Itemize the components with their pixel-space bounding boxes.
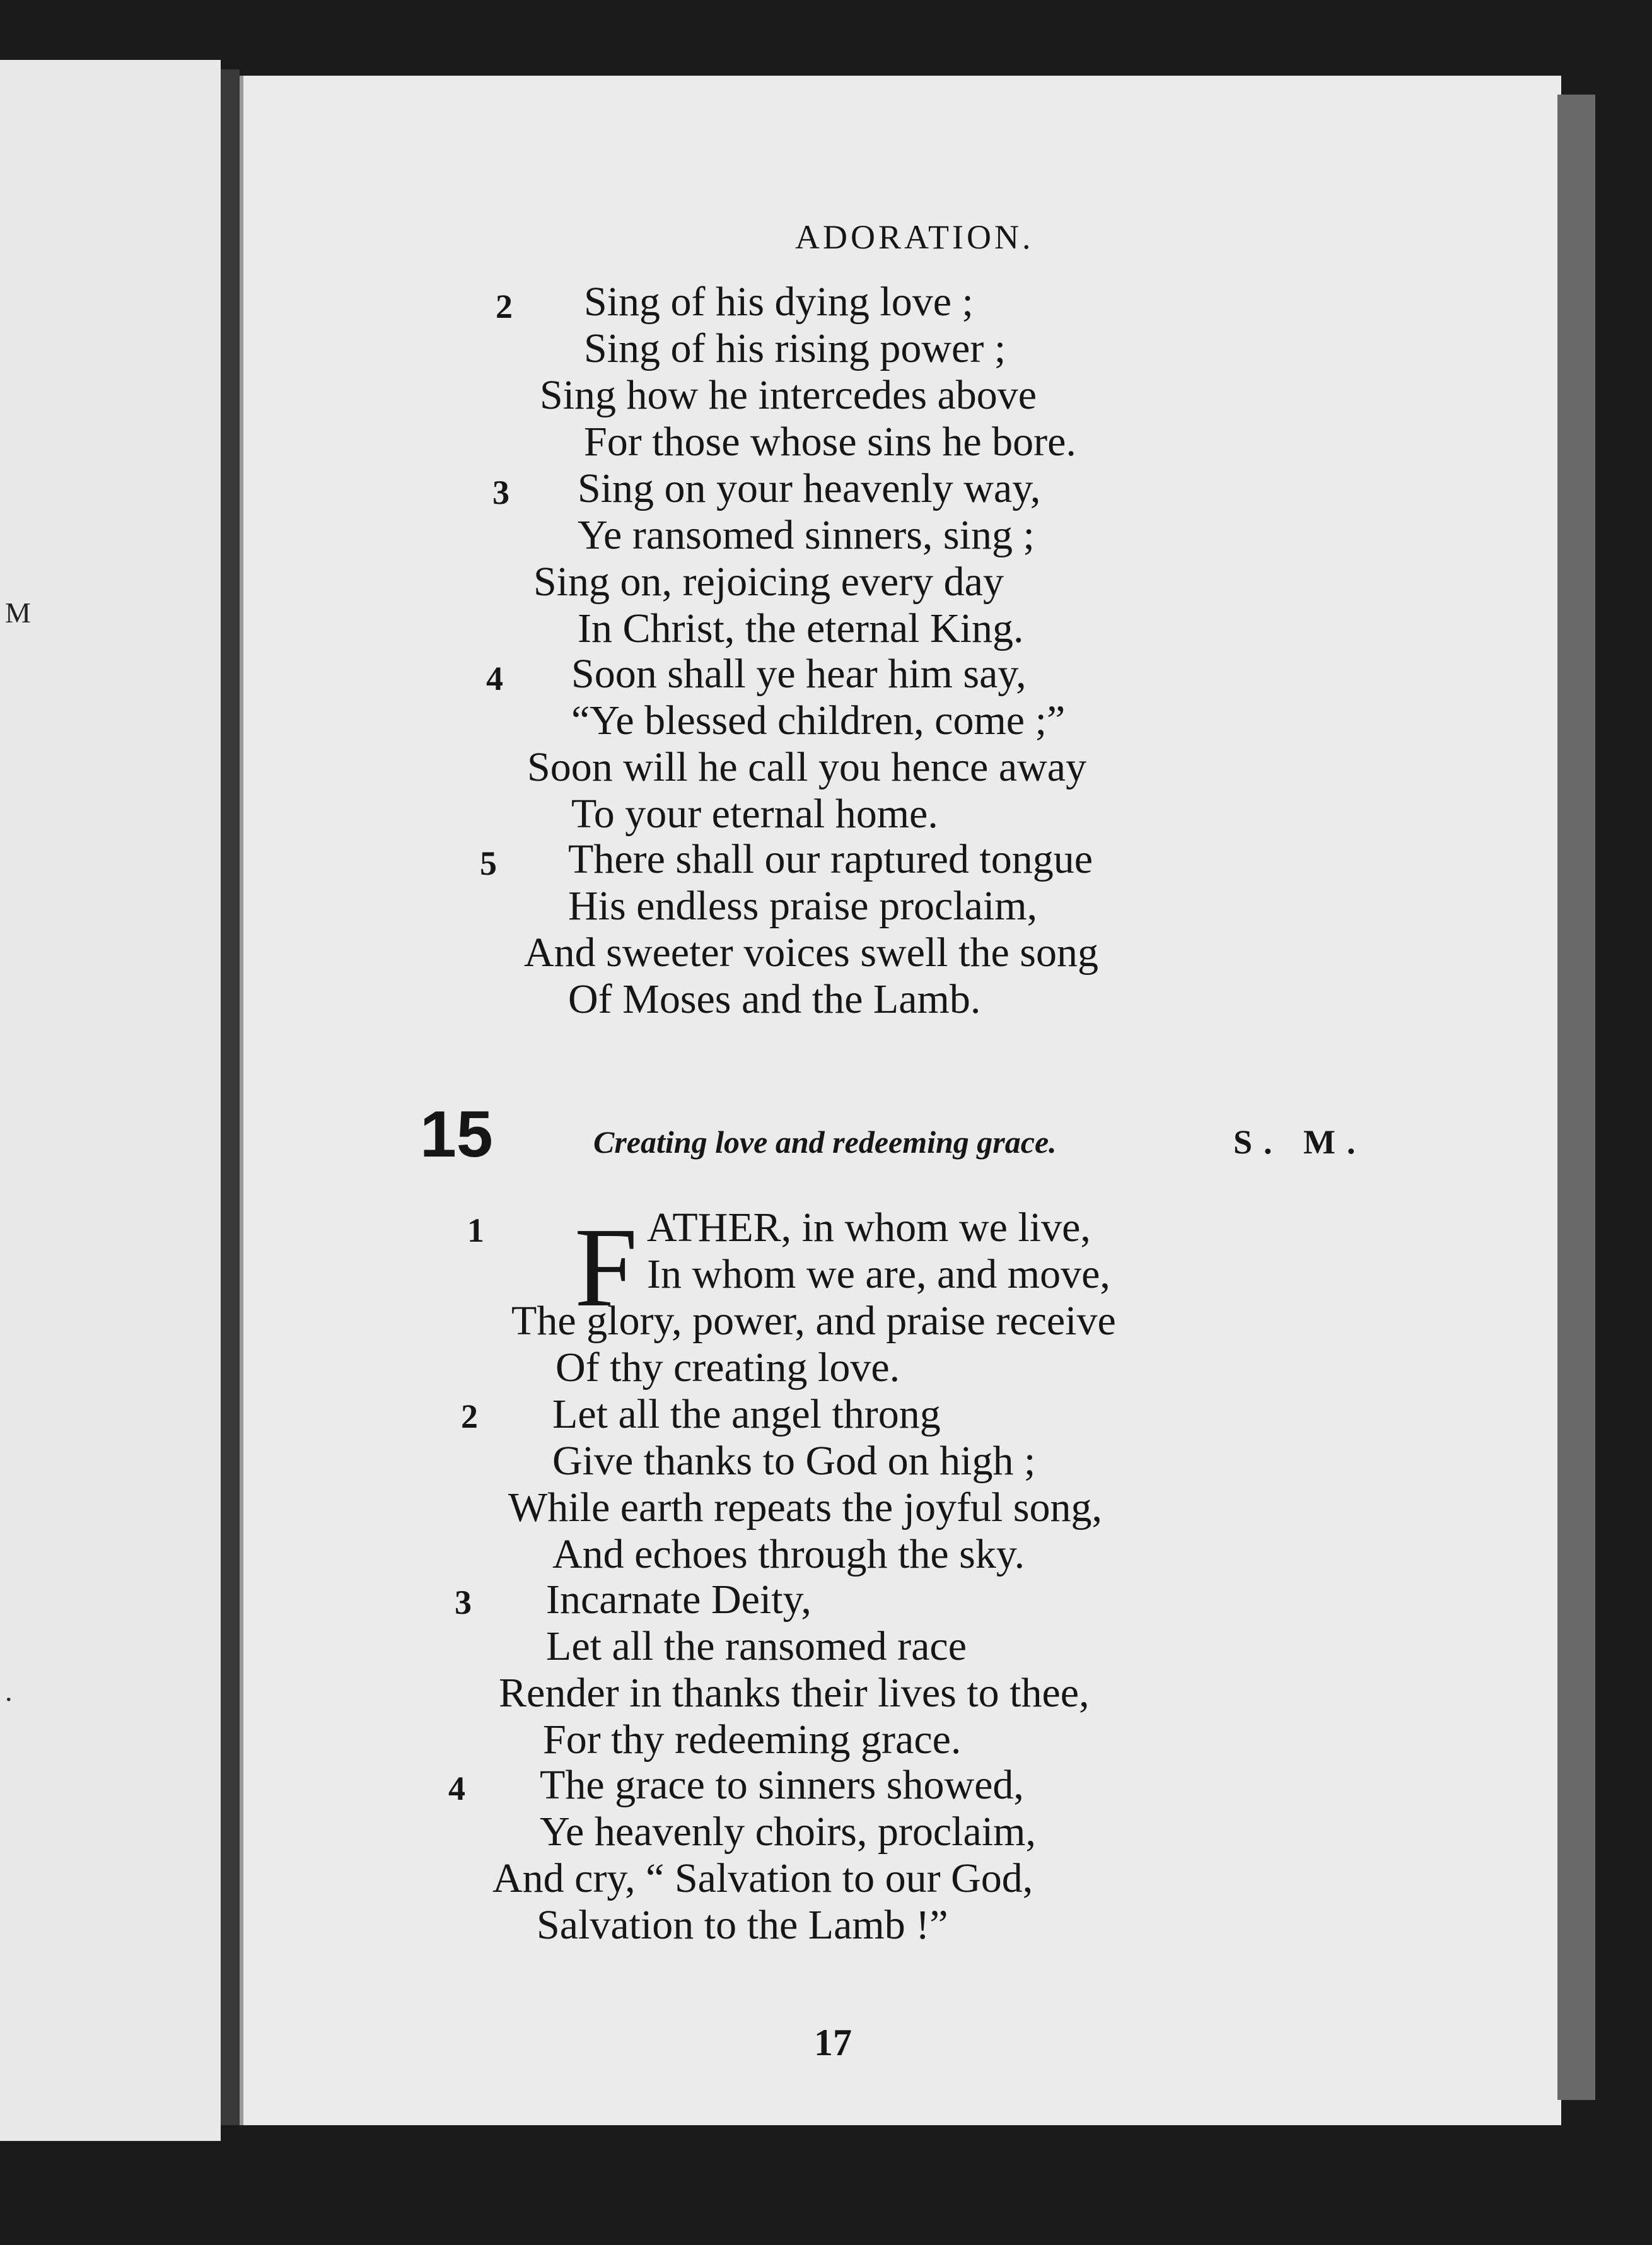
verse-line: “Ye blessed children, come ;” bbox=[571, 697, 1066, 743]
verse-line: Sing on your heavenly way, bbox=[578, 465, 1041, 511]
verse-line: The grace to sinners showed, bbox=[540, 1762, 1024, 1808]
verse-line: Incarnate Deity, bbox=[546, 1577, 811, 1623]
verse-line: Ye ransomed sinners, sing ; bbox=[578, 512, 1035, 558]
verse-line: For those whose sins he bore. bbox=[584, 419, 1076, 465]
verse-line: Let all the angel throng bbox=[552, 1391, 941, 1437]
verse-line: There shall our raptured tongue bbox=[568, 836, 1093, 882]
verse-line: Sing of his rising power ; bbox=[584, 325, 1006, 371]
verse-number: 2 bbox=[496, 288, 513, 325]
verse-line: Sing of his dying love ; bbox=[584, 279, 974, 325]
page-edge bbox=[1557, 95, 1595, 2100]
left-margin-char: . bbox=[5, 1675, 13, 1707]
verse-line: In Christ, the eternal King. bbox=[578, 605, 1024, 651]
verse-line: Ye heavenly choirs, proclaim, bbox=[540, 1809, 1036, 1855]
verse-number: 2 bbox=[461, 1397, 478, 1435]
running-head: ADORATION. bbox=[795, 218, 1034, 256]
left-page bbox=[0, 60, 221, 2141]
drop-cap: F bbox=[574, 1204, 638, 1330]
verse-line: Soon shall ye hear him say, bbox=[571, 651, 1027, 697]
verse-line: Sing how he intercedes above bbox=[540, 372, 1037, 418]
page-number: 17 bbox=[814, 2022, 852, 2063]
verse-line: Of Moses and the Lamb. bbox=[568, 976, 981, 1022]
verse-line: To your eternal home. bbox=[571, 791, 938, 837]
verse-line: The glory, power, and praise receive bbox=[511, 1298, 1116, 1344]
hymn-meter: S. M. bbox=[1233, 1123, 1367, 1161]
verse-line: And echoes through the sky. bbox=[552, 1531, 1025, 1577]
hymn-title: Creating love and redeeming grace. bbox=[593, 1124, 1057, 1160]
verse-number: 3 bbox=[455, 1583, 472, 1621]
verse-line: Of thy creating love. bbox=[556, 1344, 900, 1391]
verse-line: Sing on, rejoicing every day bbox=[533, 559, 1004, 605]
verse-line: And cry, “ Salvation to our God, bbox=[492, 1855, 1033, 1901]
verse-line: Soon will he call you hence away bbox=[527, 744, 1087, 790]
verse-line: While earth repeats the joyful song, bbox=[508, 1484, 1103, 1531]
verse-line: ATHER, in whom we live, bbox=[647, 1204, 1091, 1251]
verse-number: 3 bbox=[492, 474, 509, 511]
verse-number: 5 bbox=[480, 844, 497, 882]
verse-line: For thy redeeming grace. bbox=[543, 1717, 962, 1763]
verse-line: In whom we are, and move, bbox=[647, 1251, 1110, 1297]
verse-number: 1 bbox=[467, 1211, 484, 1249]
verse-line: Salvation to the Lamb !” bbox=[537, 1902, 948, 1948]
verse-line: Render in thanks their lives to thee, bbox=[499, 1670, 1090, 1716]
verse-line: And sweeter voices swell the song bbox=[524, 930, 1098, 976]
right-page bbox=[240, 76, 1561, 2125]
book-gutter bbox=[221, 69, 240, 2125]
verse-number: 4 bbox=[486, 660, 503, 697]
verse-number: 4 bbox=[448, 1770, 465, 1807]
left-margin-char: M bbox=[5, 597, 31, 629]
page-content bbox=[243, 76, 1561, 2125]
hymn-number: 15 bbox=[420, 1098, 493, 1171]
verse-line: Give thanks to God on high ; bbox=[552, 1438, 1036, 1484]
verse-line: Let all the ransomed race bbox=[546, 1623, 967, 1669]
verse-line: His endless praise proclaim, bbox=[568, 883, 1038, 929]
